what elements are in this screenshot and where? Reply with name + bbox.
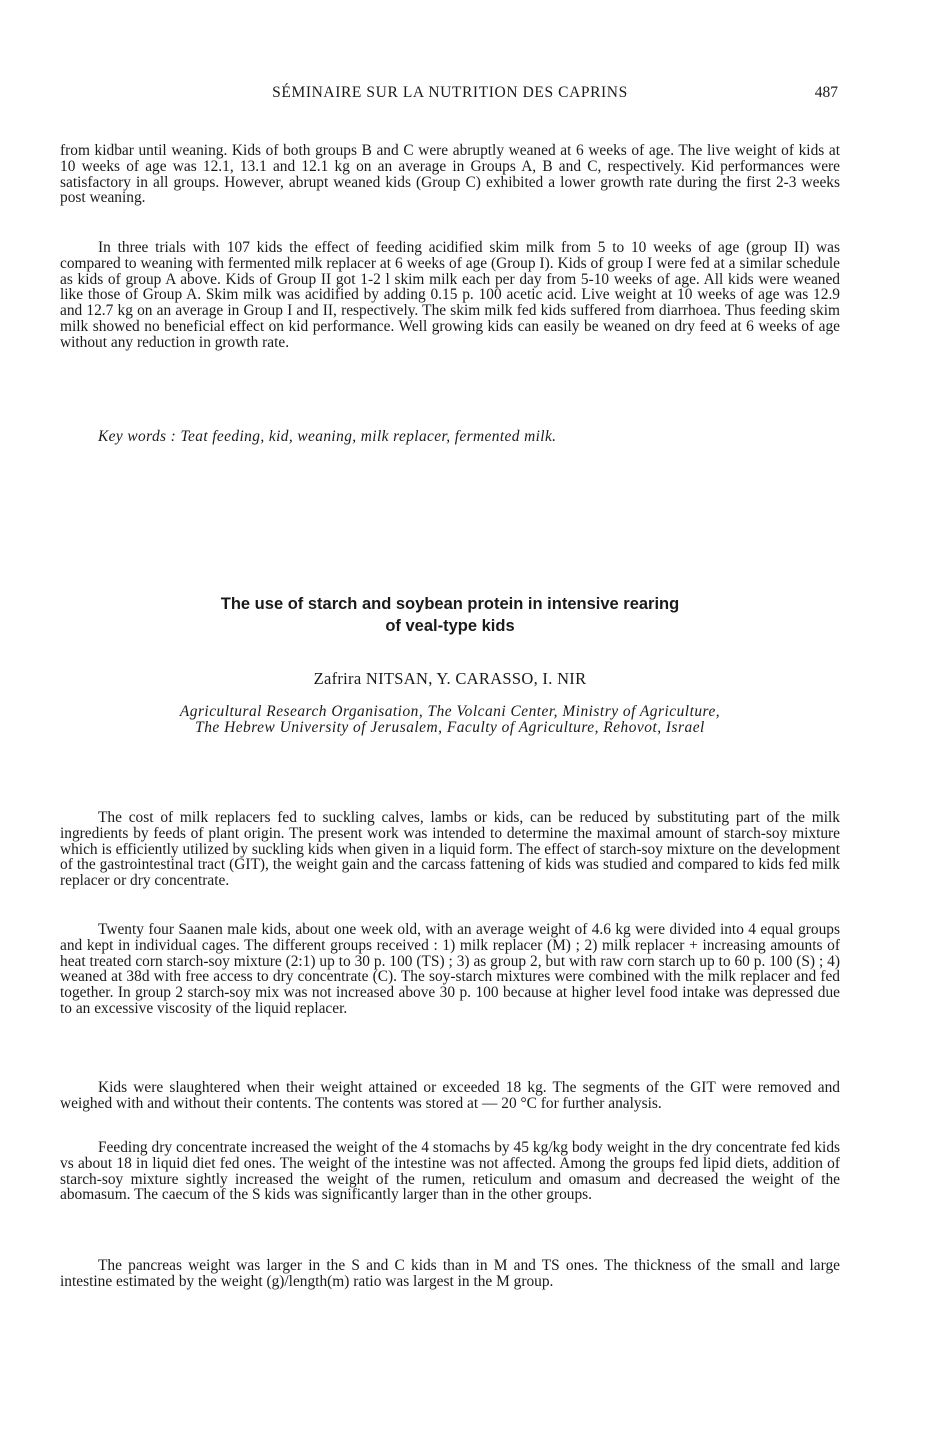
title-line: of veal-type kids (385, 617, 515, 635)
article-paragraph (60, 810, 840, 889)
running-title: SÉMINAIRE SUR LA NUTRITION DES CAPRINS (272, 84, 628, 101)
paragraph: Feeding dry concentrate increased the weight of the 4 stomachs by 45 kg/kg body weight in the dry concentrate fed kids vs about 18 in liquid diet fed ones. The weight of the intestine was not affected. Among the groups fed lipid diets, addition of starch-soy mixture sightly increased the weight of the rumen, reticulum and omasum and decreased the weight of the abomasum. The caecum of the S kids was significantly larger than in the other groups. (60, 1139, 840, 1204)
page-number: 487 (814, 84, 838, 101)
affiliation-line: Agricultural Research Organisation, The Volcani Center, Ministry of Agriculture, (179, 703, 721, 720)
previous-article-paragraph (60, 240, 840, 351)
paragraph: Kids were slaughtered when their weight attained or exceeded 18 kg. The segments of the GIT were removed and weighed with and without their contents. The contents was stored at — 20 °C for further analysis. (60, 1079, 840, 1112)
affiliation (60, 704, 840, 736)
journal-page (60, 0, 840, 1448)
paragraph: The cost of milk replacers fed to suckling calves, lambs or kids, can be reduced by substituting part of the milk ingredients by feeds of plant origin. The present work was intended to determine the maximal amount of starch-soy mixture which is efficiently utilized by suckling kids when given in a liquid form. The effect of starch-soy mixture on the development of the gastrointestinal tract (GIT), the weight gain and the carcass fattening of kids was studied and compared to kids fed milk replacer or dry concentrate. (60, 809, 840, 890)
paragraph: The pancreas weight was larger in the S and C kids than in M and TS ones. The thickness of the small and large intestine estimated by the weight (g)/length(m) ratio was largest in the M group. (60, 1257, 840, 1290)
paragraph: In three trials with 107 kids the effect of feeding acidified skim milk from 5 to 10 weeks of age (group II) was compared to weaning with fermented milk replacer at 6 weeks of age (Group I). Kids of group I were fed at a similar schedule as kids of group A above. Kids of Group II got 1-2 l skim milk each per day from 5-10 weeks of age. All kids were weaned like those of Group A. Skim milk was acidified by adding 0.15 p. 100 acetic acid. Live weight at 10 weeks of age was 12.9 and 12.7 kg on an average in Group I and II, respectively. The skim milk fed kids suffered from diarrhoea. Thus feeding skim milk showed no beneficial effect on kid performance. Well growing kids can easily be weaned on dry feed at 6 weeks of age without any reduction in growth rate. (60, 239, 840, 351)
article-paragraph (60, 1140, 840, 1203)
paragraph: from kidbar until weaning. Kids of both groups B and C were abruptly weaned at 6 weeks of age. The live weight of kids at 10 weeks of age was 12.1, 13.1 and 12.1 kg on an average in Groups A, B and C, respectively. Kid performances were satisfactory in all groups. However, abrupt weaned kids (Group C) exhibited a lower growth rate during the first 2-3 weeks post weaning. (60, 142, 840, 207)
previous-article-continuation (60, 143, 840, 206)
authors: Zafrira NITSAN, Y. CARASSO, I. NIR (313, 669, 587, 688)
running-header (60, 84, 840, 106)
affiliation-line: The Hebrew University of Jerusalem, Faculty of Agriculture, Rehovot, Israel (195, 719, 705, 736)
title-line: The use of starch and soybean protein in intensive rearing (220, 595, 680, 613)
article-title (60, 593, 840, 637)
keywords: Key words : Teat feeding, kid, weaning, milk replacer, fermented milk. (98, 428, 557, 445)
article-paragraph (60, 1080, 840, 1112)
article-paragraph (60, 922, 840, 1017)
paragraph: Twenty four Saanen male kids, about one week old, with an average weight of 4.6 kg were divided into 4 equal groups and kept in individual cages. The different groups received : 1) milk replacer (M) ; 2) milk replacer + increasing amounts of heat treated corn starch-soy mixture (2:1) up to 30 p. 100 (TS) ; 3) as group 2, but with raw corn starch up to 60 p. 100 (S) ; 4) weaned at 38d with free access to dry concentrate (C). The soy-starch mixtures were combined with the milk replacer and fed together. In group 2 starch-soy mix was not increased above 30 p. 100 because at higher level food intake was depressed due to an excessive viscosity of the liquid replacer. (60, 921, 840, 1017)
article-paragraph (60, 1258, 840, 1290)
